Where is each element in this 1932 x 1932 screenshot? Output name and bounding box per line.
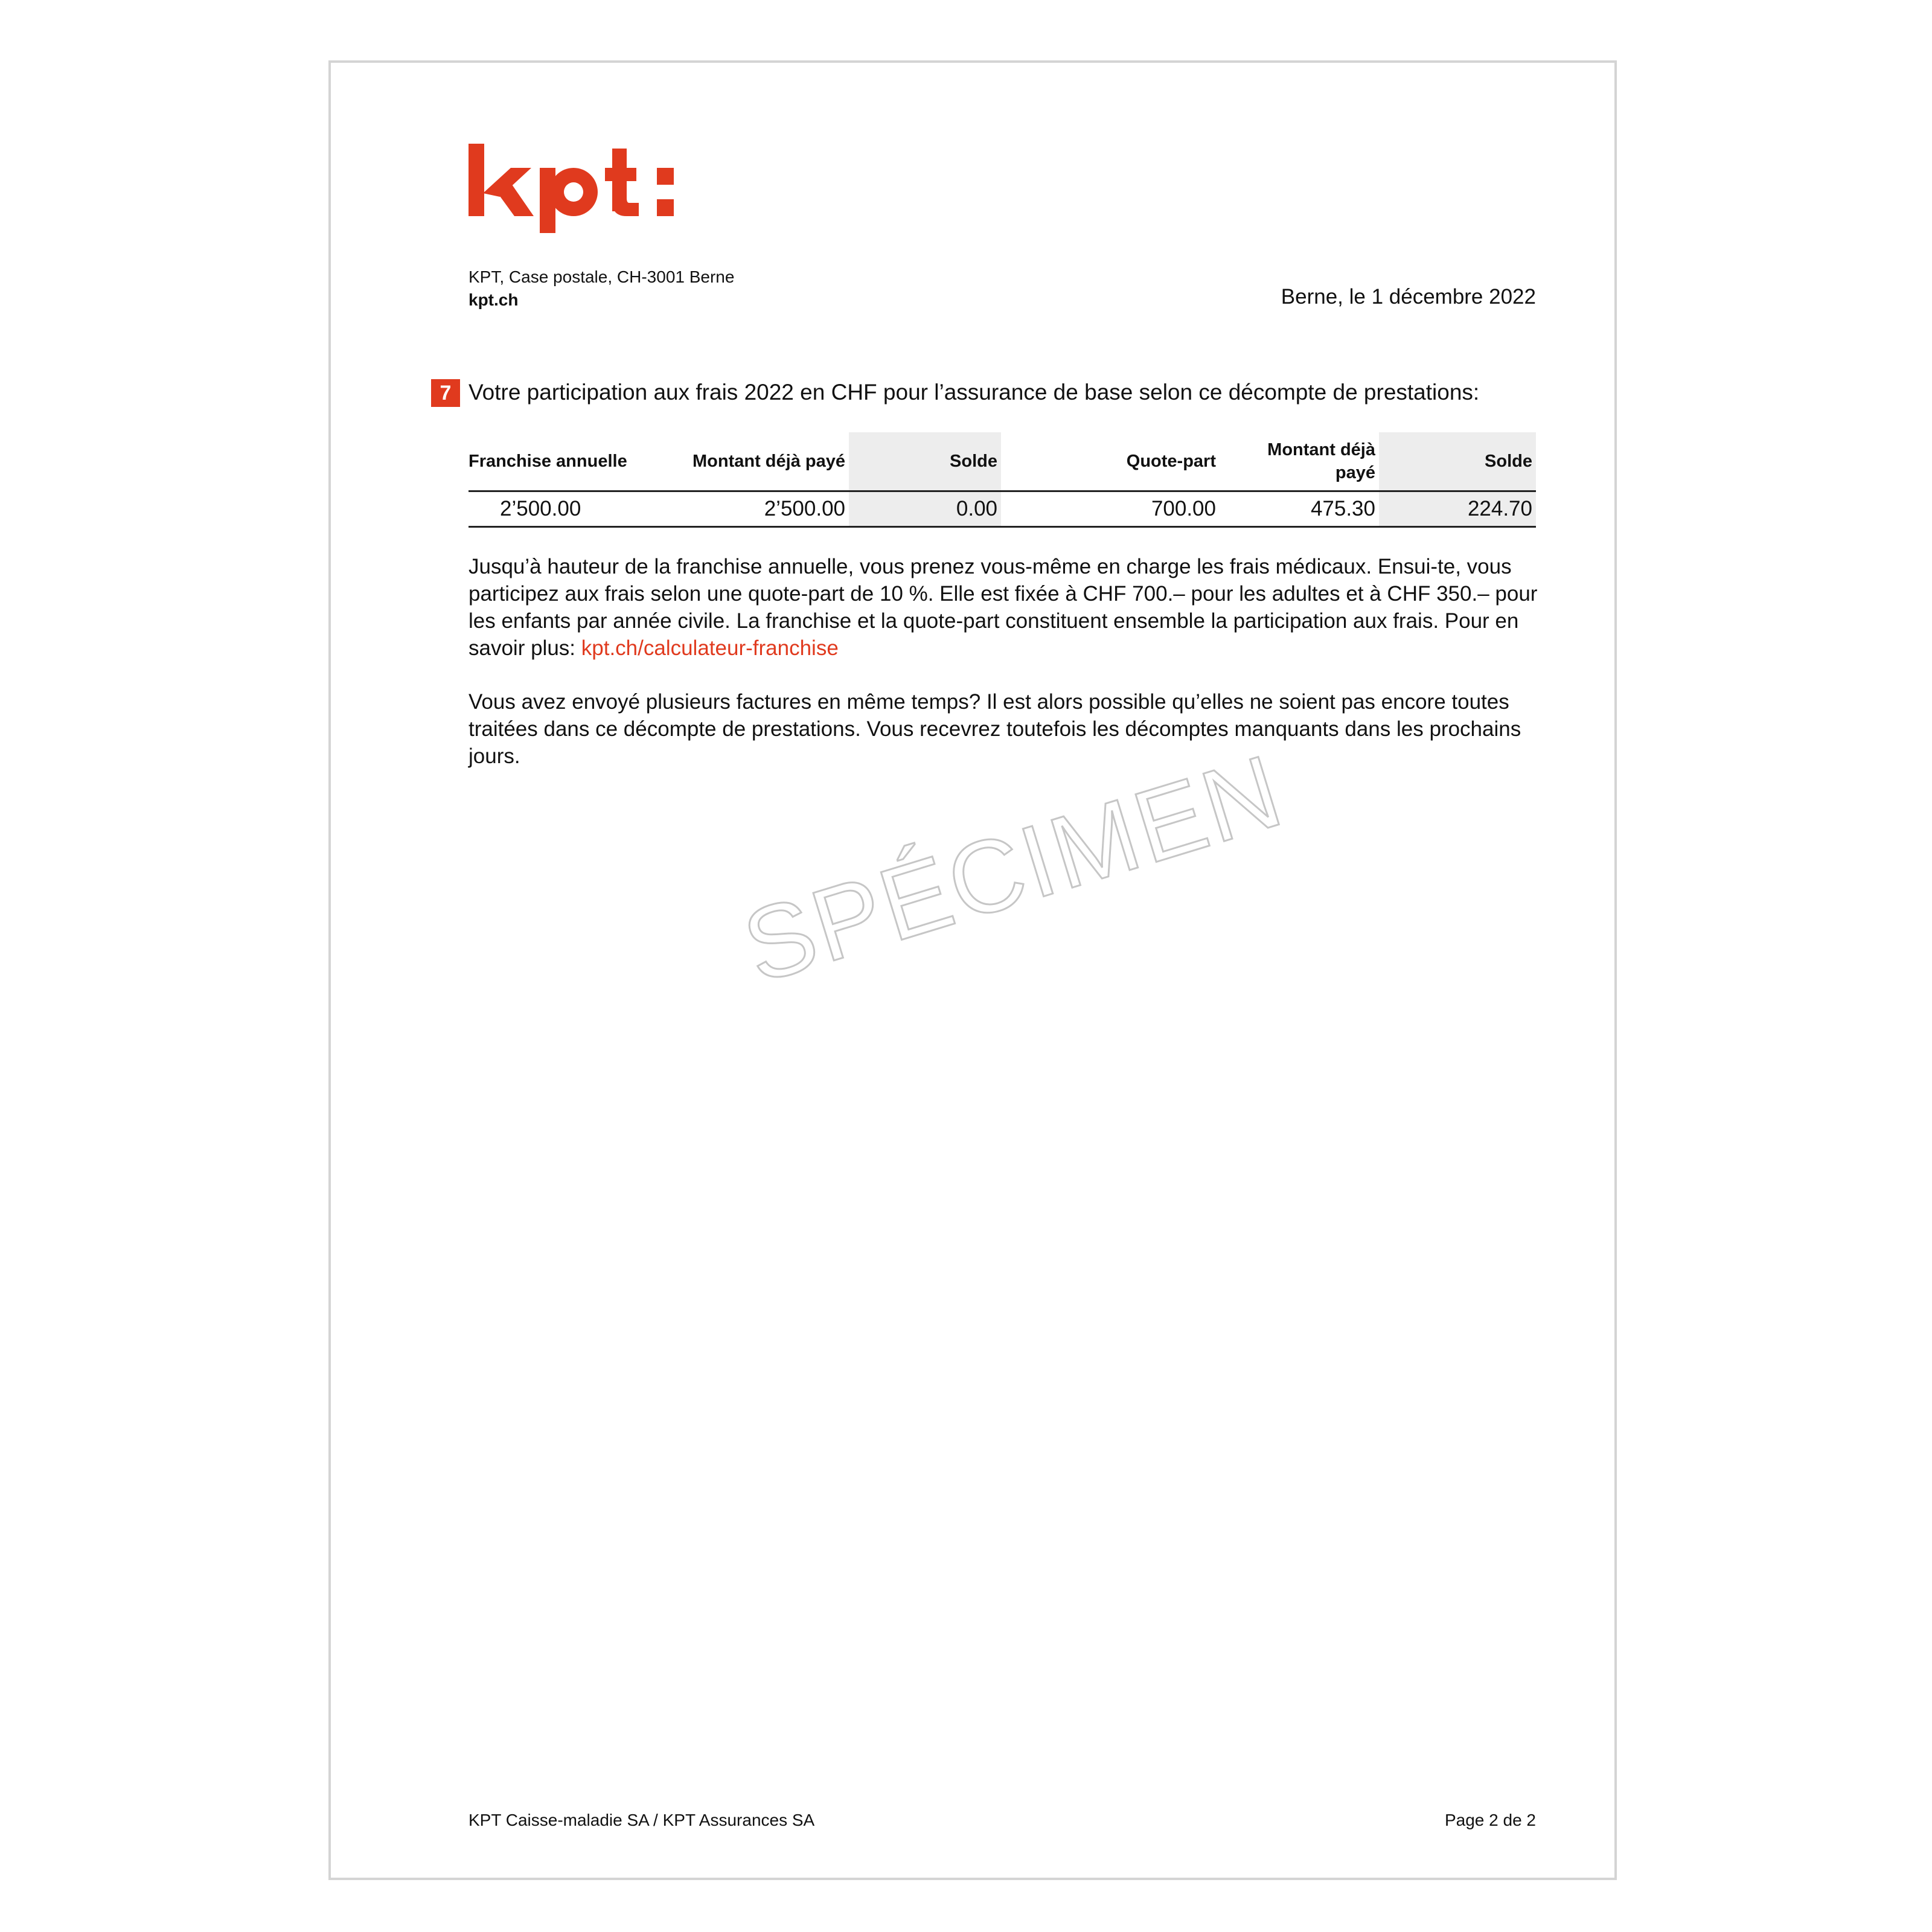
specimen-watermark: SPÉCIMEN [731, 732, 1296, 1005]
header-franchise: Franchise annuelle [469, 452, 627, 471]
header-solde-1: Solde [849, 432, 1001, 490]
invoices-paragraph: Vous avez envoyé plusieurs factures en même temps? Il est alors possible qu’elles ne soient pas encore toutes traitées dans ce décompte de prestations. Vous recevrez toutefois les décomptes manquants dans les prochains jours. [469, 690, 1521, 768]
cell-solde-1: 0.00 [849, 492, 1001, 526]
cell-montant-deja-paye-2: 475.30 [1310, 497, 1375, 520]
table-row [469, 492, 1536, 528]
header-solde-2: Solde [1379, 432, 1536, 490]
letter-date: Berne, le 1 décembre 2022 [1281, 285, 1536, 309]
sender-block [469, 266, 734, 312]
cell-franchise: 2’500.00 [500, 497, 581, 520]
participation-table [469, 432, 1536, 528]
explanation-text: Jusqu’à hauteur de la franchise annuelle, vous prenez vous-même en charge les frais médicaux. Ensui-te, vous participez aux frais selon une quote-part de 10 %. Elle est fixée à CHF 700.– pour les adultes et à CHF 350.– pour les enfants par année civile. La franchise et la quote-part constituent ensemble la participation aux frais. Pour en savoir plus: [469, 555, 1538, 660]
sender-website: kpt.ch [469, 290, 519, 309]
cell-solde-2: 224.70 [1379, 492, 1536, 526]
kpt-logo [469, 138, 686, 234]
explanation-paragraph [469, 553, 1543, 662]
header-montant-deja-paye-2: Montant déjà payé [1267, 440, 1375, 482]
cell-quote-part: 700.00 [1151, 497, 1216, 520]
cell-montant-deja-paye-1: 2’500.00 [764, 497, 845, 520]
document-page [328, 60, 1617, 1880]
section-number-badge: 7 [431, 379, 460, 407]
footer-page-number: Page 2 de 2 [1444, 1811, 1536, 1829]
section-title: Votre participation aux frais 2022 en CHF pour l’assurance de base selon ce décompte de prestations: [469, 380, 1480, 405]
sender-address: KPT, Case postale, CH-3001 Berne [469, 267, 735, 286]
calculator-link[interactable]: kpt.ch/calculateur-franchise [581, 636, 839, 660]
header-quote-part: Quote-part [1126, 452, 1216, 471]
header-montant-deja-paye-1: Montant déjà payé [693, 452, 845, 471]
table-header-row [469, 432, 1536, 492]
footer-company: KPT Caisse-maladie SA / KPT Assurances SA [469, 1811, 815, 1829]
